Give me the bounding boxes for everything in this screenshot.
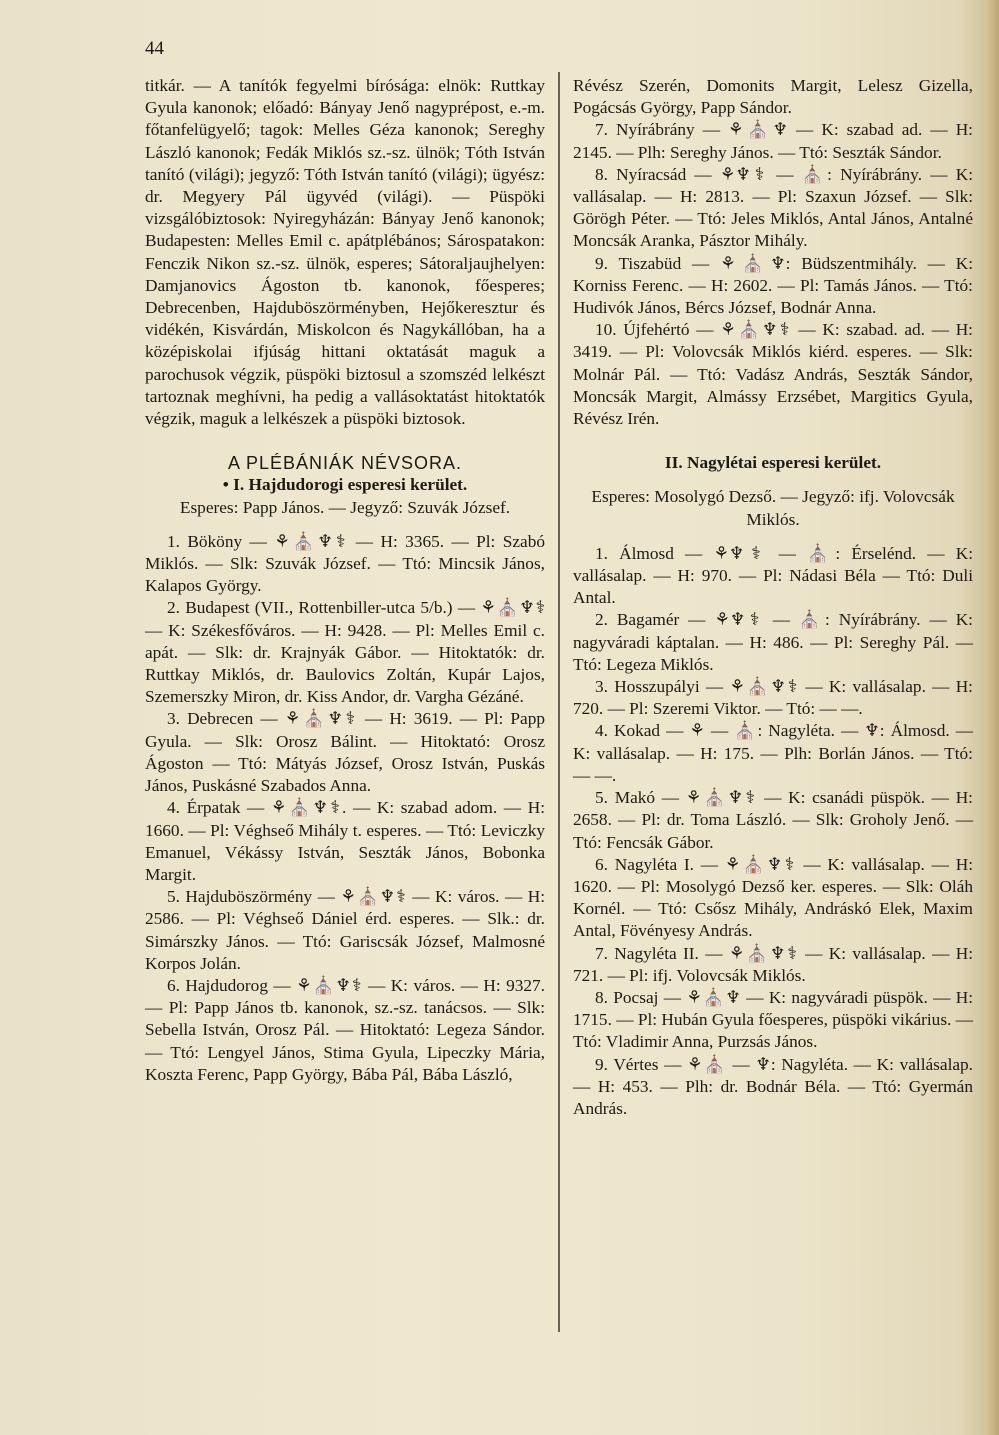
left-column-paragraph: 5. Hajduböszörmény — ⚘⛪♆⚕ — K: város. — H: 2586. — Pl: Véghseő Dániel érd. esperes. — Slk.: dr. Simárszky János. — Ttó: Gariscsák József, Malmosné Korpos Jolán. [145,887,545,973]
right-column-paragraph: 6. Nagyléta I. — ⚘⛪♆⚕ — K: vallásalap. — H: 1620. — Pl: Mosolygó Dezső ker. esperes. — Slk: Oláh Kornél. — Ttó: Csősz Mihály, Andráskó Elek, Maxim Antal, Fövényesy András. [573,854,973,941]
right-column-paragraph: 9. Vértes — ⚘⛪ — ♆: Nagyléta. — K: vallásalap. — H: 453. — Plh: dr. Bodnár Béla. — Ttó: Gyermán András. [573,1054,973,1118]
right-column-paragraph: 3. Hosszupályi — ⚘⛪♆⚕ — K: vallásalap. — H: 720. — Pl: Szeremi Viktor. — Ttó: — —. [573,677,973,719]
left-column-paragraph: • I. Hajdudorogi esperesi kerület. [222,475,468,495]
right-column-paragraph: 8. Pocsaj — ⚘⛪♆ — K: nagyváradi püspök. — H: 1715. — Pl: Hubán Gyula főesperes, püspöki vikárius. — Ttó: Vladimir Anna, Purzsás János. [573,987,973,1052]
spacer [145,519,545,531]
right-column-paragraph: 9. Tiszabüd — ⚘⛪♆: Büdszentmihály. — K: Korniss Ferenc. — H: 2602. — Pl: Tamás János. — Ttó: Hudivók János, Bércs József, Bodnár Anna. [573,253,973,318]
spacer [145,430,545,452]
right-column-paragraph: 7. Nyírábrány — ⚘⛪♆ — K: szabad ad. — H: 2145. — Plh: Sereghy János. — Ttó: Seszták Sándor. [573,120,973,162]
right-column-paragraph: 4. Kokad — ⚘ — ⛪: Nagyléta. — ♆: Álmosd. — K: vallásalap. — H: 175. — Plh: Borlán János. — Ttó: — —. [573,721,973,785]
left-column-paragraph: 1. Bököny — ⚘⛪♆⚕ — H: 3365. — Pl: Szabó Miklós. — Slk: Szuvák József. — Ttó: Mincsik János, Kalapos György. [145,531,545,596]
right-column [573,75,973,1120]
right-column-paragraph: Révész Szerén, Domonits Margit, Lelesz Gizella, Pogácsás György, Papp Sándor. [573,76,973,118]
right-column-paragraph: 7. Nagyléta II. — ⚘⛪♆⚕ — K: vallásalap. — H: 721. — Pl: ifj. Volovcsák Miklós. [573,943,973,985]
right-column-paragraph: 5. Makó — ⚘⛪♆⚕ — K: csanádi püspök. — H: 2658. — Pl: dr. Toma László. — Slk: Groholy Jenő. — Ttó: Fencsák Gábor. [573,788,973,852]
right-column-paragraph: 10. Újfehértó — ⚘⛪♆⚕ — K: szabad. ad. — H: 3419. — Pl: Volovcsák Miklós kiérd. esperes. — Slk: Molnár Pál. — Ttó: Vadász András, Seszták Sándor, Moncsák Margit, Almássy Erzsébet, Margitics Gyula, Révész Irén. [573,320,973,429]
left-column [145,75,545,1086]
right-column-paragraph: II. Nagylétai esperesi kerület. [664,453,882,473]
spacer [573,474,973,486]
spacer [573,430,973,452]
left-column-paragraph: 2. Budapest (VII., Rottenbiller-utca 5/b.) — ⚘⛪♆⚕ — K: Székesfőváros. — H: 9428. — Pl: Melles Emil c. apát. — Slk: dr. Krajnyák Gábor. — Hitoktatók: dr. Ruttkay Miklós, dr. Baulovics Zoltán, Kupár Lajos, Szemerszky Miron, dr. Kiss Andor, dr. Vargha Gézáné. [145,598,545,707]
spacer [573,531,973,543]
left-column-paragraph: titkár. — A tanítók fegyelmi bírósága: elnök: Ruttkay Gyula kanonok; előadó: Bányay Jenő nagyprépost, e.-m. főtanfelügyelő; tagok: Melles Géza kanonok; Sereghy László kanonok; Fedák Miklós sz.-sz. ülnök; Tóth István tanító (világi); jegyző: Tóth István tanító (világi); ügyész: dr. Megyery Pál ügyvéd (világi). — Püspöki vizsgálóbiztosok: Nyiregyházán: Bányay Jenő kanonok; Budapesten: Melles Emil c. apátplébános; Sárospatakon: Fenczik Nikon sz.-sz. ülnök, esperes; Sátoraljaujhelyen: Damjanovics Ágoston tb. kanonok, főesperes; Debrecenben, Hajduböszörményben, Hejőkeresztur és vidékén, Kisvárdán, Miskolcon és Nagykállóban, ha a középiskolai ifjúság hittani oktatását maguk a parochusok végzik, püspöki biztosul a szomszéd lelkészt tartoznak meghívni, ha pedig a vallásoktatást hitoktatók végzik, maguk a lelkészek a püspöki biztosok. [145,76,545,429]
page-number: 44 [145,38,164,59]
left-column-paragraph: 3. Debrecen — ⚘⛪♆⚕ — H: 3619. — Pl: Papp Gyula. — Slk: Orosz Bálint. — Hitoktató: Orosz Ágoston — Ttó: Mátyás József, Orosz István, Puskás János, Puskásné Szabados Anna. [145,709,545,796]
right-column-paragraph: 1. Álmosd — ⚘♆⚕ — ⛪: Érselénd. — K: vallásalap. — H: 970. — Pl: Nádasi Béla — Ttó: Duli Antal. [573,543,973,608]
right-column-paragraph: Esperes: Mosolygó Dezső. — Jegyző: ifj. Volovcsák Miklós. [591,487,955,529]
page-edge-shadow [985,0,999,1435]
left-column-paragraph: Esperes: Papp János. — Jegyző: Szuvák József. [179,497,511,517]
left-column-paragraph: 4. Érpatak — ⚘⛪♆⚕. — K: szabad adom. — H: 1660. — Pl: Véghseő Mihály t. esperes. — Ttó: Leviczky Emanuel, Vékássy István, Seszták János, Bobonka Margit. [145,798,545,884]
right-column-paragraph: 2. Bagamér — ⚘♆⚕ — ⛪: Nyírábrány. — K: nagyváradi káptalan. — H: 486. — Pl: Sereghy Pál. — Ttó: Legeza Miklós. [573,610,973,674]
column-divider [558,72,560,1332]
left-column-paragraph: A PLÉBÁNIÁK NÉVSORA. [227,453,463,474]
left-column-paragraph: 6. Hajdudorog — ⚘⛪♆⚕ — K: város. — H: 9327. — Pl: Papp János tb. kanonok, sz.-sz. tanácsos. — Slk: Sebella István, Orosz Pál. — Hitoktató: Legeza Sándor. — Ttó: Lengyel János, Stima Gyula, Lipeczky Mária, Koszta Ferenc, Papp György, Bába Pál, Bába László, [145,975,545,1084]
right-column-paragraph: 8. Nyíracsád — ⚘♆⚕ — ⛪: Nyírábrány. — K: vallásalap. — H: 2813. — Pl: Szaxun József. — Slk: Görögh Péter. — Ttó: Jeles Miklós, Antal János, Antalné Moncsák Aranka, Pásztor Mihály. [573,164,973,251]
